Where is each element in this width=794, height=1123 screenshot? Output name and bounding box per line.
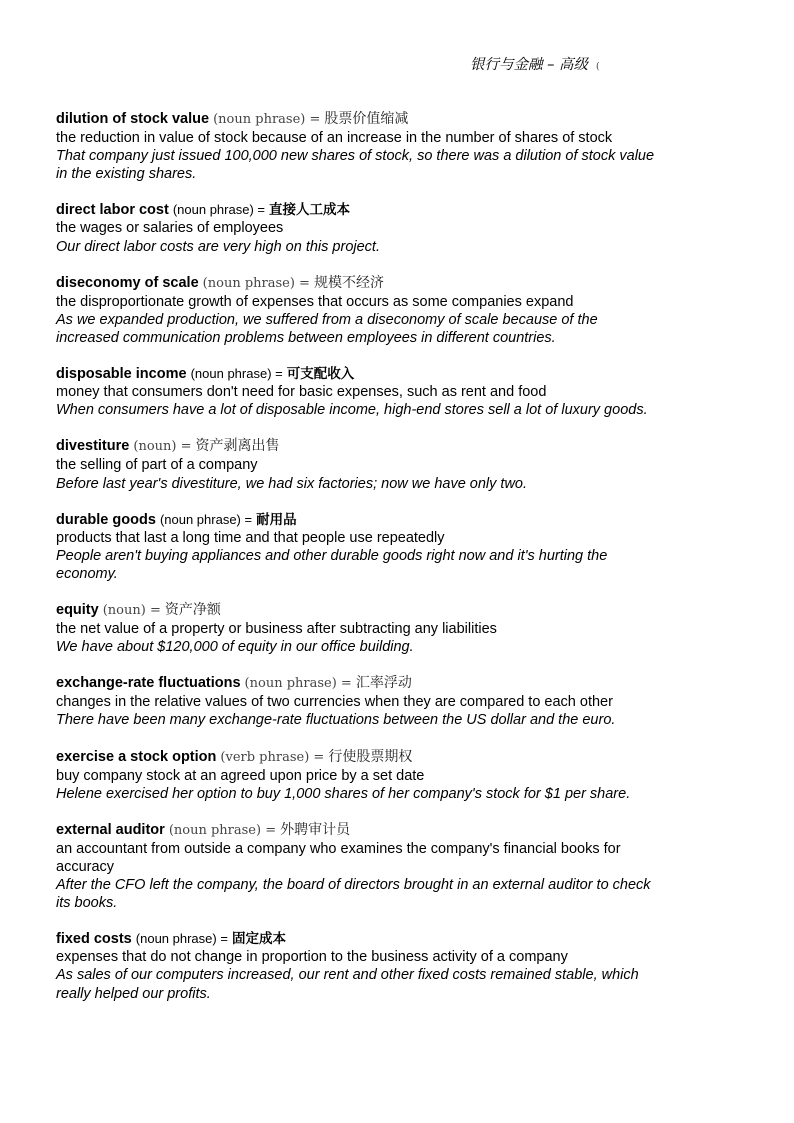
definition: expenses that do not change in proportion to the business activity of a company <box>56 949 568 966</box>
term: direct labor cost <box>56 202 169 219</box>
translation: 股票价值缩减 <box>324 111 409 127</box>
glossary-entry <box>56 930 656 1002</box>
example: Helene exercised her option to buy 1,000 shares of her company's stock for $1 per share. <box>56 785 631 802</box>
part-of-speech: (noun phrase) = <box>202 275 310 291</box>
definition: the selling of part of a company <box>56 457 258 474</box>
term-line <box>56 365 656 383</box>
definition: products that last a long time and that people use repeatedly <box>56 529 445 546</box>
example: That company just issued 100,000 new shares of stock, so there was a dilution of stock value in the existing shares. <box>56 148 655 183</box>
glossary-entry <box>56 821 656 912</box>
example: After the CFO left the company, the board of directors brought in an external auditor to check its books. <box>56 877 651 912</box>
term: exchange-rate fluctuations <box>56 675 241 692</box>
example: Our direct labor costs are very high on this project. <box>56 238 380 255</box>
part-of-speech: (noun phrase) = <box>159 511 253 527</box>
term-line <box>56 437 656 456</box>
term: diseconomy of scale <box>56 274 199 291</box>
glossary-entry <box>56 365 656 419</box>
definition: the wages or salaries of employees <box>56 220 284 237</box>
translation: 资产剥离出售 <box>195 438 280 455</box>
example: As sales of our computers increased, our rent and other fixed costs remained stable, which really helped our profits. <box>56 967 639 1002</box>
definition: changes in the relative values of two currencies when they are compared to each other <box>56 694 613 711</box>
definition: money that consumers don't need for basic expenses, such as rent and food <box>56 384 547 401</box>
term: divestiture <box>56 438 130 455</box>
term-line <box>56 601 656 620</box>
term: equity <box>56 601 99 618</box>
term-line <box>56 674 656 693</box>
term-line <box>56 821 656 840</box>
example: We have about $120,000 of equity in our office building. <box>56 639 414 656</box>
glossary-entry <box>56 748 656 803</box>
translation: 汇率浮动 <box>355 675 412 692</box>
definition: buy company stock at an agreed upon price by a set date <box>56 767 425 784</box>
glossary-entry <box>56 674 656 729</box>
translation: 外聘审计员 <box>280 821 351 838</box>
term-line <box>56 930 656 948</box>
page-mark: ( <box>595 62 600 72</box>
term: exercise a stock option <box>56 748 217 765</box>
page-header <box>470 55 670 77</box>
translation: 可支配收入 <box>286 366 355 383</box>
term: dilution of stock value <box>56 111 210 127</box>
glossary-entry <box>56 601 656 656</box>
example: As we expanded production, we suffered from a diseconomy of scale because of the increased communication problems between employees in different countries. <box>56 311 598 346</box>
example: There have been many exchange-rate fluctuations between the US dollar and the euro. <box>56 712 616 729</box>
term-line <box>56 274 656 293</box>
example: Before last year's divestiture, we had six factories; now we have only two. <box>56 475 528 492</box>
glossary-entry <box>56 110 656 183</box>
part-of-speech: (noun) = <box>102 602 161 618</box>
term-line <box>56 748 656 767</box>
translation: 资产净额 <box>164 601 221 618</box>
definition: the disproportionate growth of expenses that occurs as some companies expand <box>56 293 574 310</box>
term-line <box>56 511 656 529</box>
header-title: 银行与金融 – 高级 <box>470 57 588 73</box>
definition: an accountant from outside a company who examines the company's financial books for accuracy <box>56 840 621 875</box>
part-of-speech: (verb phrase) = <box>220 749 325 765</box>
term-line <box>56 201 656 219</box>
term: external auditor <box>56 821 165 838</box>
term: durable goods <box>56 511 156 528</box>
term-line <box>56 110 656 129</box>
glossary-entry <box>56 437 656 492</box>
glossary-entry <box>56 274 656 347</box>
translation: 直接人工成本 <box>269 202 351 219</box>
definition: the net value of a property or business after subtracting any liabilities <box>56 621 497 638</box>
part-of-speech: (noun phrase) = <box>172 202 265 218</box>
example: People aren't buying appliances and other durable goods right now and it's hurting the economy. <box>56 547 608 582</box>
translation: 耐用品 <box>256 511 297 528</box>
part-of-speech: (noun phrase) = <box>168 822 277 838</box>
part-of-speech: (noun phrase) = <box>244 676 352 692</box>
part-of-speech: (noun) = <box>133 439 192 455</box>
translation: 行使股票期权 <box>328 748 413 765</box>
translation: 规模不经济 <box>313 274 384 291</box>
glossary-entry <box>56 511 656 583</box>
term: disposable income <box>56 366 187 383</box>
example: When consumers have a lot of disposable income, high-end stores sell a lot of luxury goods. <box>56 402 648 419</box>
glossary-entry <box>56 201 656 255</box>
term: fixed costs <box>56 931 132 948</box>
part-of-speech: (noun phrase) = <box>190 366 283 382</box>
definition: the reduction in value of stock because of an increase in the number of shares of stock <box>56 130 613 147</box>
translation: 固定成本 <box>231 931 286 948</box>
glossary-list <box>56 110 656 1021</box>
part-of-speech: (noun phrase) = <box>135 931 228 947</box>
part-of-speech: (noun phrase) = <box>213 112 321 127</box>
